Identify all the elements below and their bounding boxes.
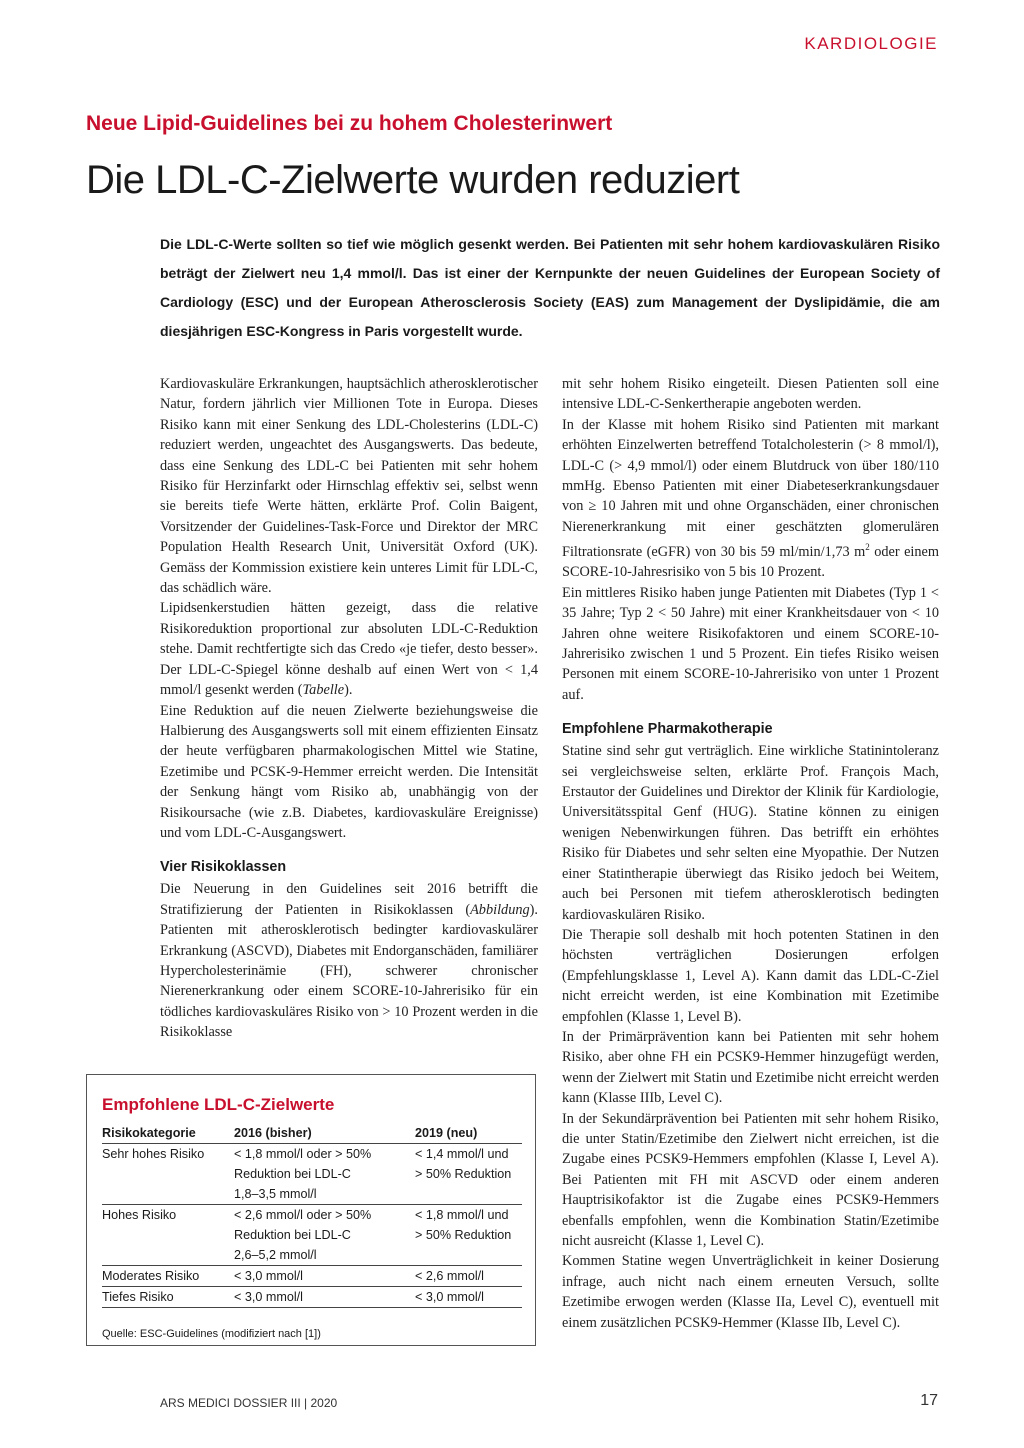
table-row — [102, 1144, 522, 1165]
paragraph: Die Neuerung in den Guidelines seit 2016 betrifft die Stratifizierung der Patienten in Risikoklassen (Abbildung). Patienten mit atherosklerotisch bedingter kardiovaskulärer Erkrankung (ASCVD), Diabetes mit Endorganschäden, familiärer Hypercholesterinämie (FH), schwerer chronischer Nierenerkrankung oder einem SCORE-10-Jahrerisiko für ein tödliches kardiovaskuläres Risiko von > 10 Prozent werden in die Risikoklasse — [160, 881, 538, 1041]
table-title: Empfohlene LDL-C-Zielwerte — [102, 1095, 335, 1114]
table-cell — [415, 1245, 522, 1266]
table-cell: < 3,0 mmol/l — [234, 1266, 415, 1287]
table-cell: Tiefes Risiko — [102, 1287, 234, 1308]
table-cell — [102, 1164, 234, 1184]
page-number: 17 — [920, 1392, 938, 1409]
paragraph: Die Therapie soll deshalb mit hoch potenten Statinen in den höchsten verträglichen Dosierungen erfolgen (Empfehlungsklasse 1, Level A). Kann damit das LDL-C-Ziel nicht erreicht werden, ist eine Kombination mit Ezetimibe empfohlen (Klasse 1, Level B). — [562, 926, 939, 1025]
table-cell: < 3,0 mmol/l — [234, 1287, 415, 1308]
paragraph: Kardiovaskuläre Erkrankungen, hauptsächlich atherosklerotischer Natur, fordern jährlich vier Millionen Tote in Europa. Dieses Risiko kann mit einer Senkung des LDL-Cholesterins (LDL-C) reduziert werden, ungeachtet des Ausgangswerts. Das bedeute, dass eine Senkung des LDL-C bei Patienten mit sehr hohem Risiko für Herzinfarkt oder Hirnschlag effektiv sei, selbst wenn sie bereits tiefe Werte hätten, erklärte Prof. Colin Baigent, Vorsitzender der Guidelines-Task-Force und Direktor der MRC Population Health Research Unit, Universität Oxford (UK). Gemäss der Kommission existiere kein unteres Limit für LDL-C, das schädlich wäre. — [160, 376, 538, 597]
paragraph: Eine Reduktion auf die neuen Zielwerte beziehungsweise die Halbierung des Ausgangswerts soll mit einem effizienten Einsatz der heute verfügbaren pharmakologischen Mittel wie Statine, Ezetimibe und PCSK-9-Hemmer erreicht werden. Die Intensität der Senkung hängt vom Risiko ab, unabhängig von der Risikoursache (wie z.B. Diabetes, kardiovaskuläre Ereignisse) und vom LDL-C-Ausgangswert. — [160, 702, 538, 841]
paragraph: Kommen Statine wegen Unverträglichkeit in keiner Dosierung infrage, auch nicht nach einem erneuten Versuch, sollte Ezetimibe erwogen werden (Klasse IIa, Level C), eventuell mit einem zusätzlichen PCSK9-Hemmer (Klasse IIb, Level C). — [562, 1253, 939, 1331]
table-cell: Sehr hohes Risiko — [102, 1147, 205, 1161]
column-header: 2019 (neu) — [415, 1125, 522, 1144]
subheading-pharmacotherapy: Empfohlene Pharmakotherapie — [562, 721, 773, 738]
table-cell: < 1,8 mmol/l oder > 50% — [234, 1147, 372, 1161]
table-cell: Hohes Risiko — [102, 1208, 177, 1222]
paragraph: mit sehr hohem Risiko eingeteilt. Diesen Patienten soll eine intensive LDL-C-Senkertherapie angeboten werden. — [562, 376, 939, 413]
table-cell: < 3,0 mmol/l — [415, 1287, 522, 1308]
table-cell: < 1,4 mmol/l und — [415, 1147, 509, 1161]
table-row — [102, 1205, 522, 1226]
column-header: Risikokategorie — [102, 1125, 234, 1144]
right-column — [562, 374, 939, 1333]
article-lead: Die LDL-C-Werte sollten so tief wie möglich gesenkt werden. Bei Patienten mit sehr hohem kardiovaskulären Risiko beträgt der Zielwert neu 1,4 mmol/l. Das ist einer der Kernpunkte der neuen Guidelines der European Society of Cardiology (ESC) und der European Atherosclerosis Society (EAS) zum Management der Dyslipidämie, die am diesjährigen ESC-Kongress in Paris vorgestellt wurde. — [160, 236, 940, 339]
table-row — [102, 1287, 522, 1308]
table-cell — [102, 1225, 234, 1245]
figure-reference: Abbildung — [470, 901, 530, 918]
journal-footer: ARS MEDICI DOSSIER III | 2020 — [160, 1396, 338, 1410]
table-cell — [415, 1184, 522, 1205]
table-cell: Reduktion bei LDL-C — [234, 1167, 351, 1181]
table-row — [102, 1225, 522, 1245]
table-source: Quelle: ESC-Guidelines (modifiziert nach [1]) — [102, 1328, 321, 1340]
table-cell: < 1,8 mmol/l und — [415, 1208, 509, 1222]
ldl-target-table — [102, 1125, 522, 1308]
section-label: KARDIOLOGIE — [804, 34, 938, 53]
table-cell: < 2,6 mmol/l oder > 50% — [234, 1208, 372, 1222]
paragraph: In der Klasse mit hohem Risiko sind Patienten mit markant erhöhten Einzelwerten betreffend Totalcholesterin (> 8 mmol/l), LDL-C (> 4,9 mmol/l) oder einem Blutdruck von über 180/110 mmHg. Ebenso Patienten mit einer Diabeteserkrankungsdauer von ≥ 10 Jahren mit und ohne Organschäden, einer chronischen Nierenerkrankung mit einer geschätzten glomerulären Filtrationsrate (eGFR) von 30 bis 59 ml/min/1,73 $m^2$ oder einem SCORE-10-Jahresrisiko von 5 bis 10 Prozent. — [562, 416, 940, 581]
table-cell: < 2,6 mmol/l — [415, 1266, 522, 1287]
table-row — [102, 1266, 522, 1287]
paragraph: Lipidsenkerstudien hätten gezeigt, dass die relative Risikoreduktion proportional zur absoluten LDL-C-Reduktion stehe. Damit rechtfertigte sich das Credo «je tiefer, desto besser». Der LDL-C-Spiegel könne deshalb auf einen Wert von < 1,4 mmol/l gesenkt werden (Tabelle). — [160, 600, 538, 699]
paragraph: Statine sind sehr gut verträglich. Eine wirkliche Statinintoleranz sei vergleichsweise selten, erklärte Prof. François Mach, Erstautor der Guidelines und Direktor der Klinik für Kardiologie, Universitätsspital Genf (HUG). Statine können zu einigen wenigen Nebenwirkungen führen. Das betrifft ein erhöhtes Risiko für Diabetes und sehr selten eine Myopathie. Der Nutzen einer Statintherapie überwiegt das Risiko jedoch bei Weitem, auch bei Personen mit tiefem atherosklerotisch bedingten kardiovaskulären Risiko. — [562, 743, 939, 923]
table-cell: Moderates Risiko — [102, 1266, 234, 1287]
table-reference: Tabelle — [302, 682, 345, 699]
paragraph: In der Sekundärprävention bei Patienten mit sehr hohem Risiko, die unter Statin/Ezetimibe den Zielwert nicht erreichen, ist die Zugabe eines PCSK9-Hemmers empfohlen (Klasse I, Level A). Bei Patienten mit FH mit ASCVD oder einem anderen Hauptrisikofaktor ist die Zugabe eines PCSK9-Hemmers ebenfalls empfohlen, wenn die Kombination Statin/Ezetimibe nicht ausreicht (Klasse 1, Level C). — [562, 1110, 939, 1250]
table-row — [102, 1184, 522, 1205]
table-cell — [102, 1184, 234, 1205]
table-cell — [102, 1245, 234, 1266]
table-cell: Reduktion bei LDL-C — [234, 1228, 351, 1242]
table-cell: 1,8–3,5 mmol/l — [234, 1184, 415, 1205]
ldl-target-table-box — [86, 1074, 536, 1346]
table-row — [102, 1164, 522, 1184]
article-kicker: Neue Lipid-Guidelines bei zu hohem Cholesterinwert — [86, 112, 613, 135]
subheading-risk-classes: Vier Risikoklassen — [160, 859, 287, 876]
table-cell: > 50% Reduktion — [415, 1228, 512, 1242]
paragraph: In der Primärprävention kann bei Patienten mit sehr hohem Risiko, aber ohne FH ein PCSK9-Hemmer hinzugefügt werden, wenn der Zielwert mit Statin und Ezetimibe nicht erreicht werden kann (Klasse IIIb, Level C). — [562, 1028, 939, 1107]
article-headline: Die LDL-C-Zielwerte wurden reduziert — [86, 158, 740, 202]
paragraph: Ein mittleres Risiko haben junge Patienten mit Diabetes (Typ 1 < 35 Jahre; Typ 2 < 50 Jahre) mit einer Krankheitsdauer von < 10 Jahren ohne weitere Risikofaktoren und einem SCORE-10-Jahrerisiko zwischen 1 und 5 Prozent. Ein tiefes Risiko weisen Personen mit einem SCORE-10-Jahrerisiko von unter 1 Prozent auf. — [562, 584, 939, 703]
table-cell: > 50% Reduktion — [415, 1167, 512, 1181]
column-header: 2016 (bisher) — [234, 1125, 415, 1144]
left-column — [160, 374, 538, 1043]
table-cell: 2,6–5,2 mmol/l — [234, 1245, 415, 1266]
table-row — [102, 1245, 522, 1266]
